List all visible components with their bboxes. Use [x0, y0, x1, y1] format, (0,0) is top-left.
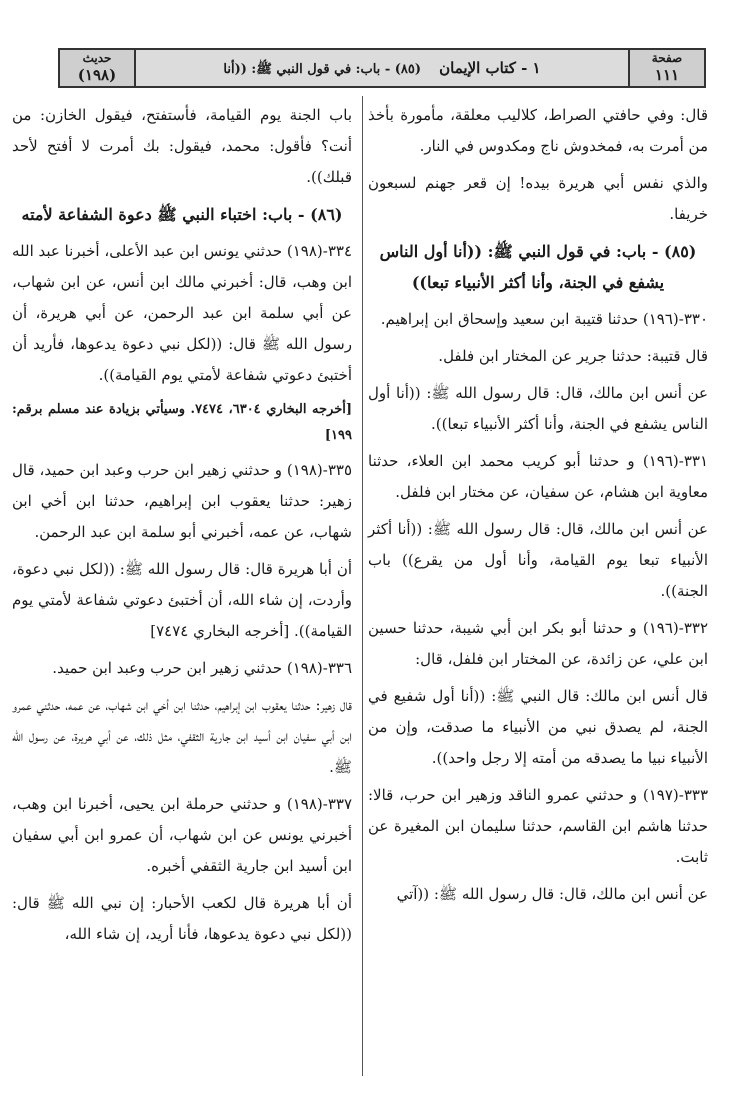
- header-title: [140, 50, 624, 86]
- left-column: [12, 100, 352, 956]
- column-divider: [362, 96, 363, 1076]
- text-paragraph: أن أبا هريرة قال لكعب الأحبار: إن نبي الله ﷺ قال: ((لكل نبي دعوة يدعوها، فأنا أريد، إن شاء الله،: [12, 894, 352, 943]
- hadith-number-box: [58, 48, 136, 88]
- page-number-box: [628, 48, 706, 88]
- text-paragraph: قال زهير: حدثنا يعقوب ابن إبراهيم، حدثنا ابن أخي ابن شهاب، عن عمه، حدثني عمرو ابن أبي سفيان ابن أسيد ابن جارية الثقفي، مثل ذلك، عن أبي هريرة، عن رسول الله ﷺ.: [12, 696, 352, 776]
- text-paragraph: ٣٣٤-(١٩٨) حدثني يونس ابن عبد الأعلى، أخبرنا عبد الله ابن وهب، قال: أخبرني مالك ابن أنس، عن ابن شهاب، عن أبي سلمة ابن عبد الرحمن، عن أبي هريرة، أن رسول الله ﷺ قال: ((لكل نبي دعوة يدعوها، فأريد أن أختبئ دعوتي شفاعة لأمتي يوم القيامة)).: [11, 242, 352, 384]
- text-paragraph: عن أنس ابن مالك، قال: قال رسول الله ﷺ: ((آتي: [396, 885, 708, 903]
- text-paragraph: ٣٣٠-(١٩٦) حدثنا قتيبة ابن سعيد وإسحاق ابن إبراهيم.: [380, 310, 708, 328]
- page-header: [58, 48, 706, 88]
- page-label: صفحة: [651, 51, 683, 65]
- chapter-heading: (٨٥) - باب: في قول النبي ﷺ: ((أنا أول الناس يشفع في الجنة، وأنا أكثر الأنبياء تبعا)): [379, 242, 697, 292]
- text-paragraph: قال: وفي حافتي الصراط، كلاليب معلقة، مأمورة بأخذ من أمرت به، فمخدوش ناج ومكدوس في النار.: [368, 106, 708, 155]
- text-paragraph: ٣٣٧-(١٩٨) و حدثني حرملة ابن يحيى، أخبرنا ابن وهب، أخبرني يونس عن ابن شهاب، أن عمرو ابن أبي سفيان ابن أسيد ابن جارية الثقفي أخبره.: [12, 795, 352, 875]
- text-paragraph: قال أنس ابن مالك: قال النبي ﷺ: ((أنا أول شفيع في الجنة، لم يصدق نبي من الأنبياء ما صدقت، وإن من الأنبياء نبيا ما يصدقه من أمته إلا رجل واحد)).: [368, 687, 708, 767]
- right-column: [368, 100, 708, 916]
- text-paragraph: ٣٣٦-(١٩٨) حدثني زهير ابن حرب وعبد ابن حميد.: [52, 659, 352, 677]
- chapter-heading: (٨٦) - باب: اختباء النبي ﷺ دعوة الشفاعة لأمته: [21, 205, 343, 224]
- text-paragraph: ٣٣٢-(١٩٦) و حدثنا أبو بكر ابن أبي شيبة، حدثنا حسين ابن علي، عن زائدة، عن المختار ابن فلفل، قال:: [368, 619, 708, 668]
- text-paragraph: باب الجنة يوم القيامة، فأستفتح، فيقول الخازن: من أنت؟ فأقول: محمد، فيقول: بك أمرت لا أفتح لأحد قبلك)).: [12, 106, 352, 186]
- text-paragraph: عن أنس ابن مالك، قال: قال رسول الله ﷺ: ((أنا أول الناس يشفع في الجنة، وأنا أكثر الأنبياء تبعا)).: [368, 384, 708, 433]
- text-paragraph: [أخرجه البخاري ٦٣٠٤، ٧٤٧٤. وسيأتي بزيادة عند مسلم برقم: ١٩٩]: [12, 402, 352, 443]
- hadith-label: حديث: [82, 51, 112, 65]
- text-paragraph: قال قتيبة: حدثنا جرير عن المختار ابن فلفل.: [438, 347, 708, 365]
- text-paragraph: والذي نفس أبي هريرة بيده! إن قعر جهنم لسبعون خريفا.: [368, 174, 708, 223]
- chapter-reference: (٨٥) - باب: في قول النبي ﷺ: ((أنا: [223, 62, 422, 77]
- text-paragraph: ٣٣٥-(١٩٨) و حدثني زهير ابن حرب وعبد ابن حميد، قال زهير: حدثنا يعقوب ابن إبراهيم، حدثنا ابن أخي ابن شهاب، عن عمه، أخبرني أبو سلمة ابن عبد الرحمن.: [12, 461, 352, 541]
- text-paragraph: عن أنس ابن مالك، قال: قال رسول الله ﷺ: ((أنا أكثر الأنبياء تبعا يوم القيامة، وأنا أول من يقرع)) باب الجنة)).: [368, 520, 708, 600]
- book-title: ١ - كتاب الإيمان: [439, 59, 541, 77]
- hadith-number: (١٩٨): [77, 66, 117, 84]
- page-number: ١١١: [654, 66, 680, 84]
- text-paragraph: ٣٣٣-(١٩٧) و حدثني عمرو الناقد وزهير ابن حرب، قالا: حدثنا هاشم ابن القاسم، حدثنا سليمان ابن المغيرة عن ثابت.: [368, 786, 708, 866]
- text-paragraph: أن أبا هريرة قال: قال رسول الله ﷺ: ((لكل نبي دعوة، وأردت، إن شاء الله، أن أختبئ دعوتي شفاعة لأمتي يوم القيامة)). [أخرجه البخاري ٧٤٧٤]: [12, 560, 352, 640]
- text-paragraph: ٣٣١-(١٩٦) و حدثنا أبو كريب محمد ابن العلاء، حدثنا معاوية ابن هشام، عن سفيان، عن مختار ابن فلفل.: [368, 452, 708, 501]
